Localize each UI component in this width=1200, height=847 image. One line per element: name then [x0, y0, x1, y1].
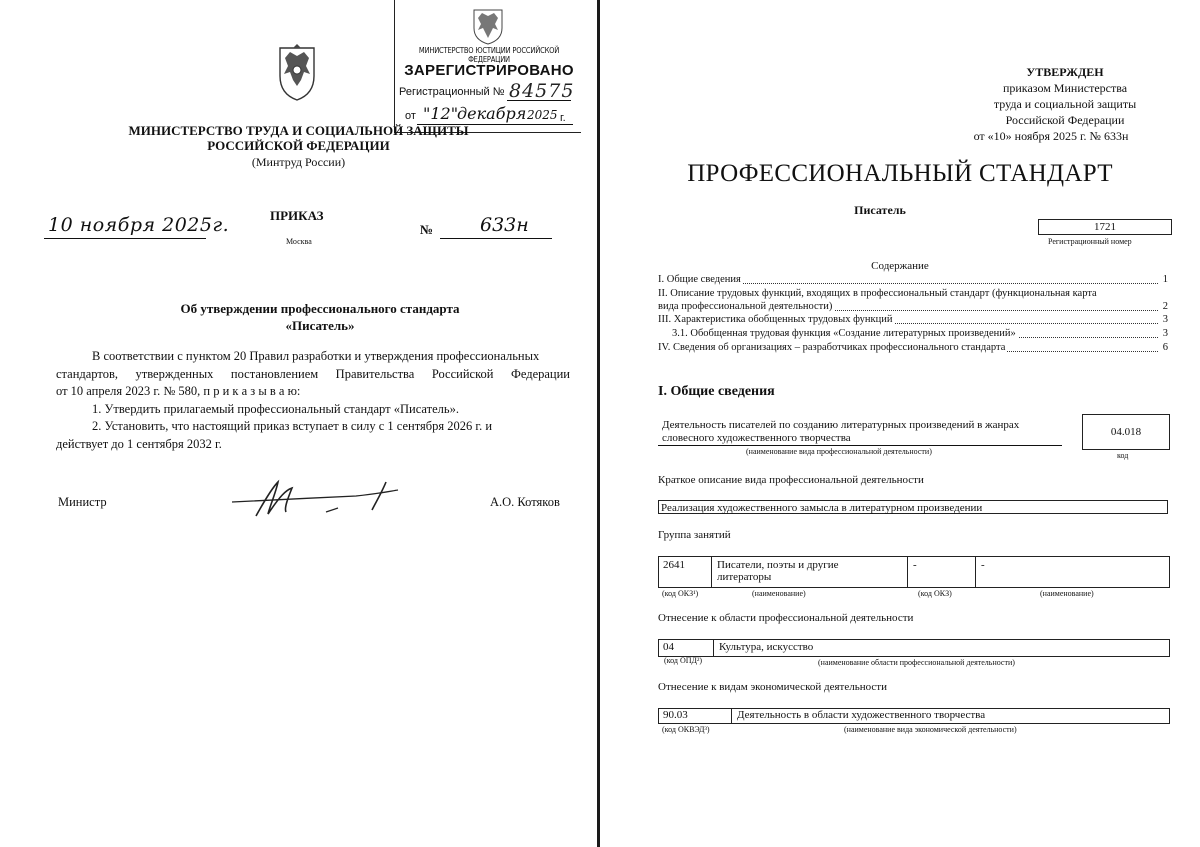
- occupation-group-table: [658, 556, 1170, 588]
- toc-item[interactable]: I. Общие сведения 1: [658, 274, 1168, 285]
- standard-title: ПРОФЕССИОНАЛЬНЫЙ СТАНДАРТ: [687, 160, 1113, 187]
- economic-activity-label: Отнесение к видам экономической деятельности: [658, 681, 887, 693]
- activity-code: 04.018: [1082, 414, 1170, 450]
- okz-name-caption-1: (наименование): [752, 589, 806, 598]
- activity-caption: (наименование вида профессиональной деятельности): [746, 447, 932, 456]
- approval-line3: труда и социальной защиты: [993, 97, 1137, 111]
- economic-activity-table: [658, 708, 1170, 724]
- order-number-label: №: [420, 222, 434, 237]
- approval-line4: Российской Федерации: [1005, 113, 1125, 127]
- subject-line1: Об утверждении профессионального стандарта: [180, 301, 460, 316]
- stamp-reg-number: 84575: [509, 80, 575, 102]
- activity-name-line1: Деятельность писателей по созданию литературных произведений в жанрах: [662, 419, 1020, 431]
- approval-line1: УТВЕРЖДЕН: [1026, 65, 1104, 79]
- okved-code: 90.03: [663, 709, 688, 721]
- reg-number-caption: Регистрационный номер: [1048, 237, 1132, 246]
- stamp-date-day: "12": [423, 104, 459, 123]
- stamp-date-year: 2025: [527, 108, 558, 122]
- okz-code-2: -: [913, 559, 917, 571]
- order-page: [0, 0, 597, 847]
- section-heading: I. Общие сведения: [658, 384, 775, 399]
- toc-item[interactable]: III. Характеристика обобщенных трудовых функций 3: [658, 314, 1168, 325]
- order-body: [56, 348, 570, 453]
- coat-of-arms-emblem: [276, 42, 318, 104]
- stamp-status: ЗАРЕГИСТРИРОВАНО: [404, 62, 574, 79]
- ministry-name-line1: МИНИСТЕРСТВО ТРУДА И СОЦИАЛЬНОЙ ЗАЩИТЫ: [128, 123, 469, 138]
- order-city: Москва: [286, 237, 312, 246]
- toc-item[interactable]: IV. Сведения об организациях – разработчиках профессионального стандарта 6: [658, 342, 1168, 353]
- order-number-handwritten: 633н: [480, 214, 529, 236]
- body-item2-line1: 2. Установить, что настоящий приказ вступает в силу с 1 сентября 2026 г. и: [92, 419, 493, 433]
- handwritten-signature: [226, 478, 406, 520]
- okz-name-1-line2: литераторы: [717, 571, 772, 583]
- opd-code-caption: (код ОПД²): [664, 656, 703, 665]
- standard-page: [600, 0, 1200, 847]
- toc-item-line1[interactable]: II. Описание трудовых функций, входящих в профессиональный стандарт (функциональная карта: [658, 288, 1097, 299]
- opd-name-caption: (наименование области профессиональной деятельности): [818, 658, 1015, 667]
- toc-item[interactable]: вида профессиональной деятельности) 2: [658, 301, 1168, 312]
- okz-name-1-line1: Писатели, поэты и другие: [717, 559, 839, 571]
- brief-description-label: Краткое описание вида профессиональной деятельности: [658, 474, 924, 486]
- opd-code: 04: [663, 641, 674, 653]
- registration-stamp: [394, 0, 581, 133]
- body-item1: 1. Утвердить прилагаемый профессиональный стандарт «Писатель».: [92, 401, 459, 416]
- order-date-handwritten: 10 ноября 2025г.: [48, 214, 230, 236]
- ministry-header: [0, 123, 597, 170]
- stamp-reg-label: Регистрационный №: [399, 86, 505, 98]
- okz-code-caption-1: (код ОКЗ¹): [662, 589, 699, 598]
- professional-field-label: Отнесение к области профессиональной деятельности: [658, 612, 914, 624]
- okz-name-caption-2: (наименование): [1040, 589, 1094, 598]
- stamp-date-suffix: г.: [560, 112, 566, 124]
- stamp-date-month: декабря: [457, 104, 527, 123]
- okz-name-1: [717, 559, 839, 583]
- order-subject: [0, 300, 597, 334]
- activity-name-line2: словесного художественного творчества: [662, 432, 851, 444]
- standard-name: Писатель: [854, 203, 906, 217]
- body-paragraph-line2: стандартов, утвержденных постановлением Правительства Российской Федерации: [56, 366, 570, 381]
- okved-code-caption: (код ОКВЭД³): [662, 725, 710, 734]
- subject-line2: «Писатель»: [285, 318, 355, 333]
- body-item2-line2: действует до 1 сентября 2032 г.: [56, 436, 222, 451]
- okved-name: Деятельность в области художественного творчества: [737, 709, 986, 721]
- stamp-date-prefix: от: [405, 110, 416, 122]
- order-title: ПРИКАЗ: [270, 208, 324, 223]
- activity-name: [662, 419, 1019, 445]
- okz-code-caption-2: (код ОКЗ): [918, 589, 952, 598]
- okz-name-2: -: [981, 559, 985, 571]
- signatory-name: А.О. Котяков: [490, 495, 560, 509]
- approval-line2: приказом Министерства: [1002, 81, 1128, 95]
- okz-code-1: 2641: [663, 559, 685, 571]
- toc-heading: Содержание: [871, 260, 929, 272]
- ministry-name-line2: РОССИЙСКОЙ ФЕДЕРАЦИИ: [207, 138, 390, 153]
- okved-name-caption: (наименование вида экономической деятельности): [844, 725, 1017, 734]
- activity-code-caption: код: [1117, 451, 1129, 460]
- opd-name: Культура, искусство: [719, 641, 814, 653]
- body-paragraph-line1: В соответствии с пунктом 20 Правил разработки и утверждения профессиональных: [92, 349, 540, 363]
- professional-field-table: [658, 639, 1170, 657]
- approval-block: [950, 64, 1180, 144]
- signatory-position: Министр: [58, 495, 107, 509]
- brief-description-text: Реализация художественного замысла в литературном произведении: [658, 500, 1168, 514]
- stamp-emblem-icon: [471, 6, 505, 46]
- reg-number-box: 1721: [1038, 219, 1172, 235]
- ministry-short-name: (Минтруд России): [251, 155, 346, 169]
- body-paragraph-line3: от 10 апреля 2023 г. № 580, п р и к а з ы в а ю:: [56, 384, 301, 398]
- toc-item[interactable]: 3.1. Обобщенная трудовая функция «Создание литературных произведений» 3: [672, 328, 1168, 339]
- approval-line5: от «10» ноября 2025 г. № 633н: [973, 129, 1129, 143]
- occupation-group-label: Группа занятий: [658, 529, 731, 541]
- stamp-ministry: МИНИСТЕРСТВО ЮСТИЦИИ РОССИЙСКОЙ ФЕДЕРАЦИИ: [418, 46, 560, 64]
